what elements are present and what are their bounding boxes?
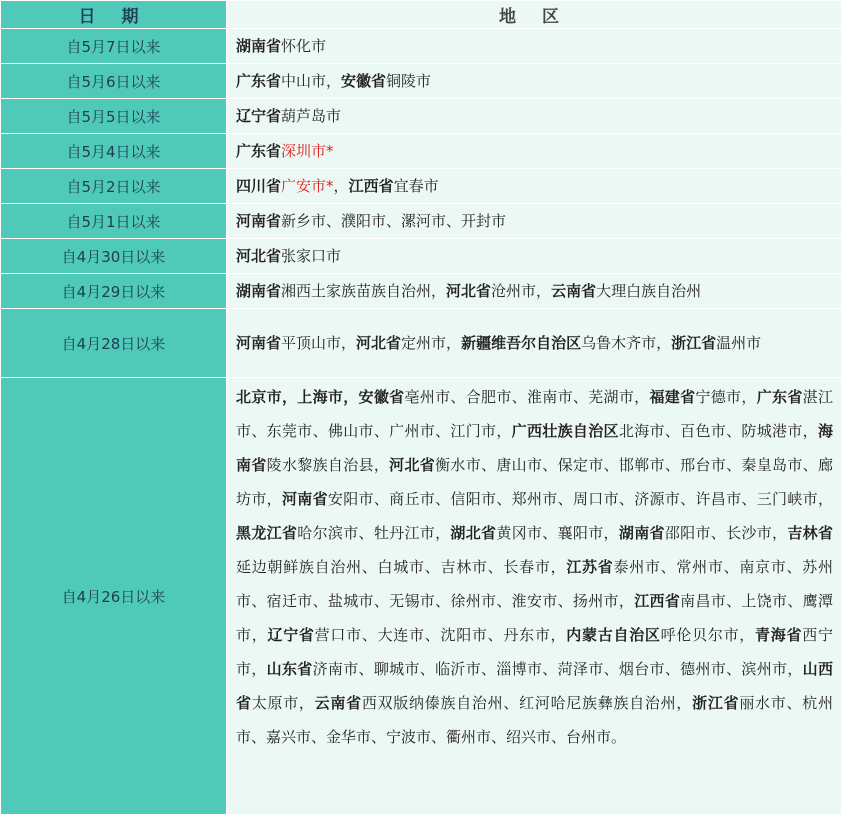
province-name: 山西省 (236, 660, 833, 712)
table-header-row (1, 1, 841, 29)
region-cell (227, 204, 841, 239)
city-list: 南昌市、上饶市、鹰潭市， (236, 592, 833, 644)
province-name: 青海省 (755, 626, 803, 644)
province-name: 浙江省 (671, 334, 717, 352)
date-cell: 自5月1日以来 (1, 204, 227, 239)
province-name: 福建省 (649, 388, 696, 406)
province-name: 云南省 (314, 694, 362, 712)
region-cell (227, 309, 841, 378)
date-cell: 自5月2日以来 (1, 169, 227, 204)
city-list: 延边朝鲜族自治州、白城市、吉林市、长春市， (236, 558, 567, 576)
province-name: 云南省 (551, 282, 597, 300)
province-name: 湖南省 (236, 282, 282, 300)
province-name: 广东省 (236, 142, 282, 160)
date-cell: 自4月30日以来 (1, 239, 227, 274)
city-list: 陵水黎族自治县， (266, 456, 390, 474)
province-name: 海南省 (236, 422, 833, 474)
table-row (1, 239, 841, 274)
region-cell (227, 378, 841, 815)
city-list: 新乡市、濮阳市、漯河市、开封市 (281, 212, 507, 230)
province-name: 安徽省 (341, 72, 387, 90)
city-list: 铜陵市 (386, 72, 432, 90)
province-name: 辽宁省 (236, 107, 282, 125)
city-list: 大理白族自治州 (596, 282, 702, 300)
city-list: 丽水市、杭州市、嘉兴市、金华市、宁波市、衢州市、绍兴市、台州市。 (236, 694, 833, 746)
province-name: 广东省 (236, 72, 282, 90)
province-name: 北京市，上海市，安徽省 (236, 388, 405, 406)
city-list: 西宁市， (236, 626, 833, 678)
city-list: 西双版纳傣族自治州、红河哈尼族彝族自治州， (361, 694, 693, 712)
city-list: 中山市， (281, 72, 342, 90)
region-cell (227, 29, 841, 64)
city-list: 邵阳市、长沙市， (664, 524, 788, 542)
table-row (1, 378, 841, 815)
province-name: 山东省 (266, 660, 313, 678)
city-list: 平顶山市， (281, 334, 357, 352)
date-cell: 自5月5日以来 (1, 99, 227, 134)
flagged-city-name: 广安市* (281, 177, 334, 195)
city-list: 呼伦贝尔市， (660, 626, 756, 644)
flagged-city-name: 深圳市* (281, 142, 334, 160)
province-name: 四川省 (236, 177, 282, 195)
date-cell: 自5月4日以来 (1, 134, 227, 169)
province-name: 河北省 (389, 456, 436, 474)
province-name: 浙江省 (692, 694, 740, 712)
region-cell (227, 99, 841, 134)
city-list: 湛江市、东莞市、佛山市、广州市、江门市， (236, 388, 833, 440)
date-cell: 自5月7日以来 (1, 29, 227, 64)
city-list: 北海市、百色市、防城港市， (618, 422, 818, 440)
city-list: 营口市、大连市、沈阳市、丹东市， (314, 626, 567, 644)
province-name: 吉林省 (787, 524, 833, 542)
table-row (1, 99, 841, 134)
region-cell (227, 274, 841, 309)
date-cell: 自4月29日以来 (1, 274, 227, 309)
region-cell (227, 169, 841, 204)
table-row (1, 309, 841, 378)
city-list: 张家口市 (281, 247, 342, 265)
province-name: 江西省 (634, 592, 681, 610)
province-name: 新疆维吾尔自治区 (461, 334, 582, 352)
date-column-header: 日 期 (1, 1, 227, 29)
city-list: 温州市 (716, 334, 762, 352)
city-list: 沧州市， (491, 282, 552, 300)
city-list: 葫芦岛市 (281, 107, 342, 125)
city-list: 黄冈市、襄阳市， (496, 524, 619, 542)
city-list: 亳州市、合肥市、淮南市、芜湖市， (404, 388, 650, 406)
province-name: 辽宁省 (267, 626, 315, 644)
city-list: 济南市、聊城市、临沂市、淄博市、菏泽市、烟台市、德州市、滨州市， (312, 660, 803, 678)
region-cell (227, 64, 841, 99)
province-name: 江苏省 (566, 558, 614, 576)
province-name: 黑龙江省 (236, 524, 298, 542)
province-name: 广东省 (756, 388, 803, 406)
table-row (1, 204, 841, 239)
province-name: 湖南省 (236, 37, 282, 55)
city-list: 哈尔滨市、牡丹江市， (297, 524, 451, 542)
table-row (1, 274, 841, 309)
city-list: 安阳市、商丘市、信阳市、郑州市、周口市、济源市、许昌市、三门峡市， (327, 490, 833, 508)
date-cell: 自4月28日以来 (1, 309, 227, 378)
city-list: 太原市， (251, 694, 315, 712)
city-list: 湘西土家族苗族自治州， (281, 282, 447, 300)
city-list: 泰州市、常州市、南京市、苏州市、宿迁市、盐城市、无锡市、徐州市、淮安市、扬州市， (236, 558, 833, 610)
region-cell (227, 239, 841, 274)
region-column-header: 地 区 (227, 1, 841, 29)
province-name: 河北省 (446, 282, 492, 300)
table-row (1, 169, 841, 204)
date-cell: 自4月26日以来 (1, 378, 227, 815)
province-name: 河南省 (281, 490, 328, 508)
table-row (1, 29, 841, 64)
province-name: 湖北省 (450, 524, 497, 542)
province-name: 河北省 (356, 334, 402, 352)
province-name: 湖南省 (618, 524, 665, 542)
city-list: 怀化市 (281, 37, 327, 55)
province-name: 江西省 (348, 177, 394, 195)
city-list: 乌鲁木齐市， (581, 334, 672, 352)
table-row (1, 64, 841, 99)
city-list: 定州市， (401, 334, 462, 352)
province-name: 河南省 (236, 212, 282, 230)
province-name: 广西壮族自治区 (511, 422, 619, 440)
province-name: 内蒙古自治区 (566, 626, 661, 644)
city-list: 宜春市 (393, 177, 439, 195)
city-list: 衡水市、唐山市、保定市、邯郸市、邢台市、秦皇岛市、廊坊市， (236, 456, 833, 508)
city-list: 宁德市， (695, 388, 757, 406)
date-cell: 自5月6日以来 (1, 64, 227, 99)
province-name: 河北省 (236, 247, 282, 265)
city-list: ， (333, 177, 349, 195)
region-cell (227, 134, 841, 169)
table-row (1, 134, 841, 169)
province-name: 河南省 (236, 334, 282, 352)
